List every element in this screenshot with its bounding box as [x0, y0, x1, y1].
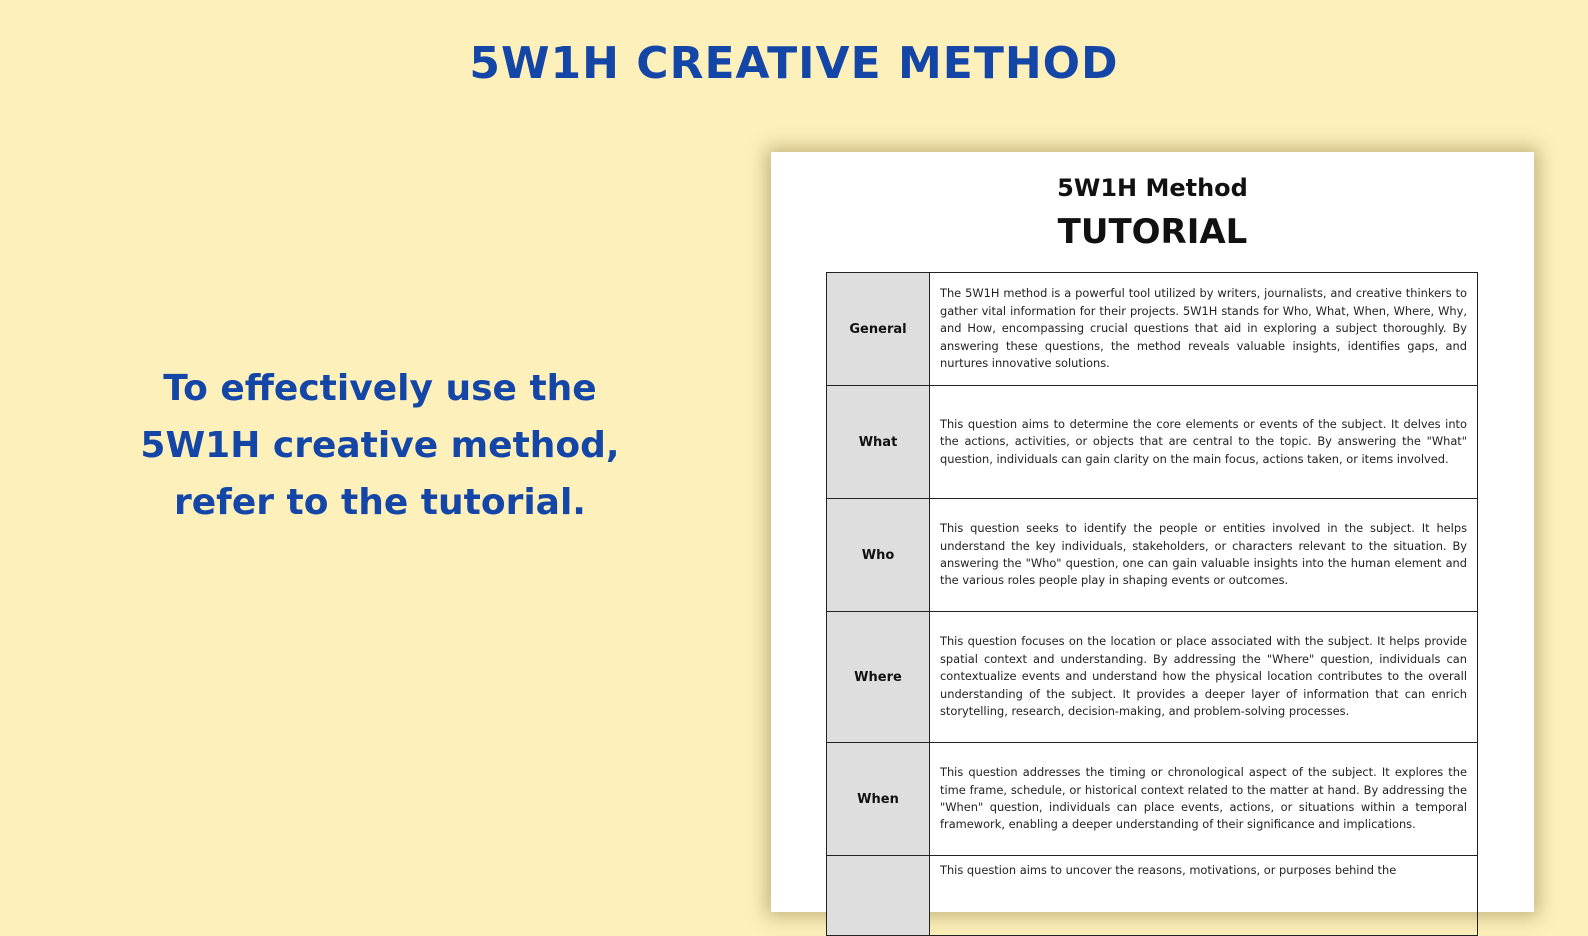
row-label: When	[827, 743, 930, 856]
tagline-line: To effectively use the	[163, 368, 597, 409]
table-row-why	[827, 856, 1478, 936]
row-label: General	[827, 273, 930, 386]
row-description: The 5W1H method is a powerful tool utilized by writers, journalists, and creative thinkers to gather vital information for their projects. 5W1H stands for Who, What, When, Where, Why, and How, encompassing crucial questions that aid in exploring a subject thoroughly. By answering these questions, the method reveals valuable insights, identifies gaps, and nurtures innovative solutions.	[930, 273, 1478, 386]
table-row-when	[827, 743, 1478, 856]
row-label: Who	[827, 499, 930, 612]
tagline-line: refer to the tutorial.	[174, 482, 586, 523]
row-label	[827, 856, 930, 936]
table-row-who	[827, 499, 1478, 612]
document-heading: 5W1H Method	[1057, 174, 1248, 202]
table-row-what	[827, 386, 1478, 499]
row-description: This question aims to uncover the reasons, motivations, or purposes behind the	[930, 856, 1478, 936]
row-description: This question addresses the timing or chronological aspect of the subject. It explores the time frame, schedule, or historical context related to the matter at hand. By addressing the "When" question, individuals can place events, actions, or situations within a temporal framework, enabling a deeper understanding of their significance and implications.	[930, 743, 1478, 856]
row-description: This question aims to determine the core elements or events of the subject. It delves into the actions, activities, or objects that are central to the topic. By answering the "What" question, individuals can gain clarity on the main focus, actions taken, or items involved.	[930, 386, 1478, 499]
row-description: This question focuses on the location or place associated with the subject. It helps provide spatial context and understanding. By addressing the "Where" question, individuals can contextualize events and understand how the physical location contributes to the overall understanding of the subject. It provides a deeper layer of information that can enrich storytelling, research, decision-making, and problem-solving processes.	[930, 612, 1478, 743]
tutorial-document-preview	[771, 152, 1534, 912]
page-title: 5W1H CREATIVE METHOD	[469, 38, 1119, 89]
table-row-where	[827, 612, 1478, 743]
row-description: This question seeks to identify the people or entities involved in the subject. It helps understand the key individuals, stakeholders, or characters relevant to the situation. By answering the "Who" question, one can gain valuable insights into the human element and the various roles people play in shaping events or outcomes.	[930, 499, 1478, 612]
tutorial-table	[826, 272, 1478, 936]
tagline-line: 5W1H creative method,	[140, 425, 620, 466]
row-label: What	[827, 386, 930, 499]
document-subheading: TUTORIAL	[1057, 212, 1248, 252]
tagline	[100, 360, 660, 531]
row-label: Where	[827, 612, 930, 743]
table-row-general	[827, 273, 1478, 386]
